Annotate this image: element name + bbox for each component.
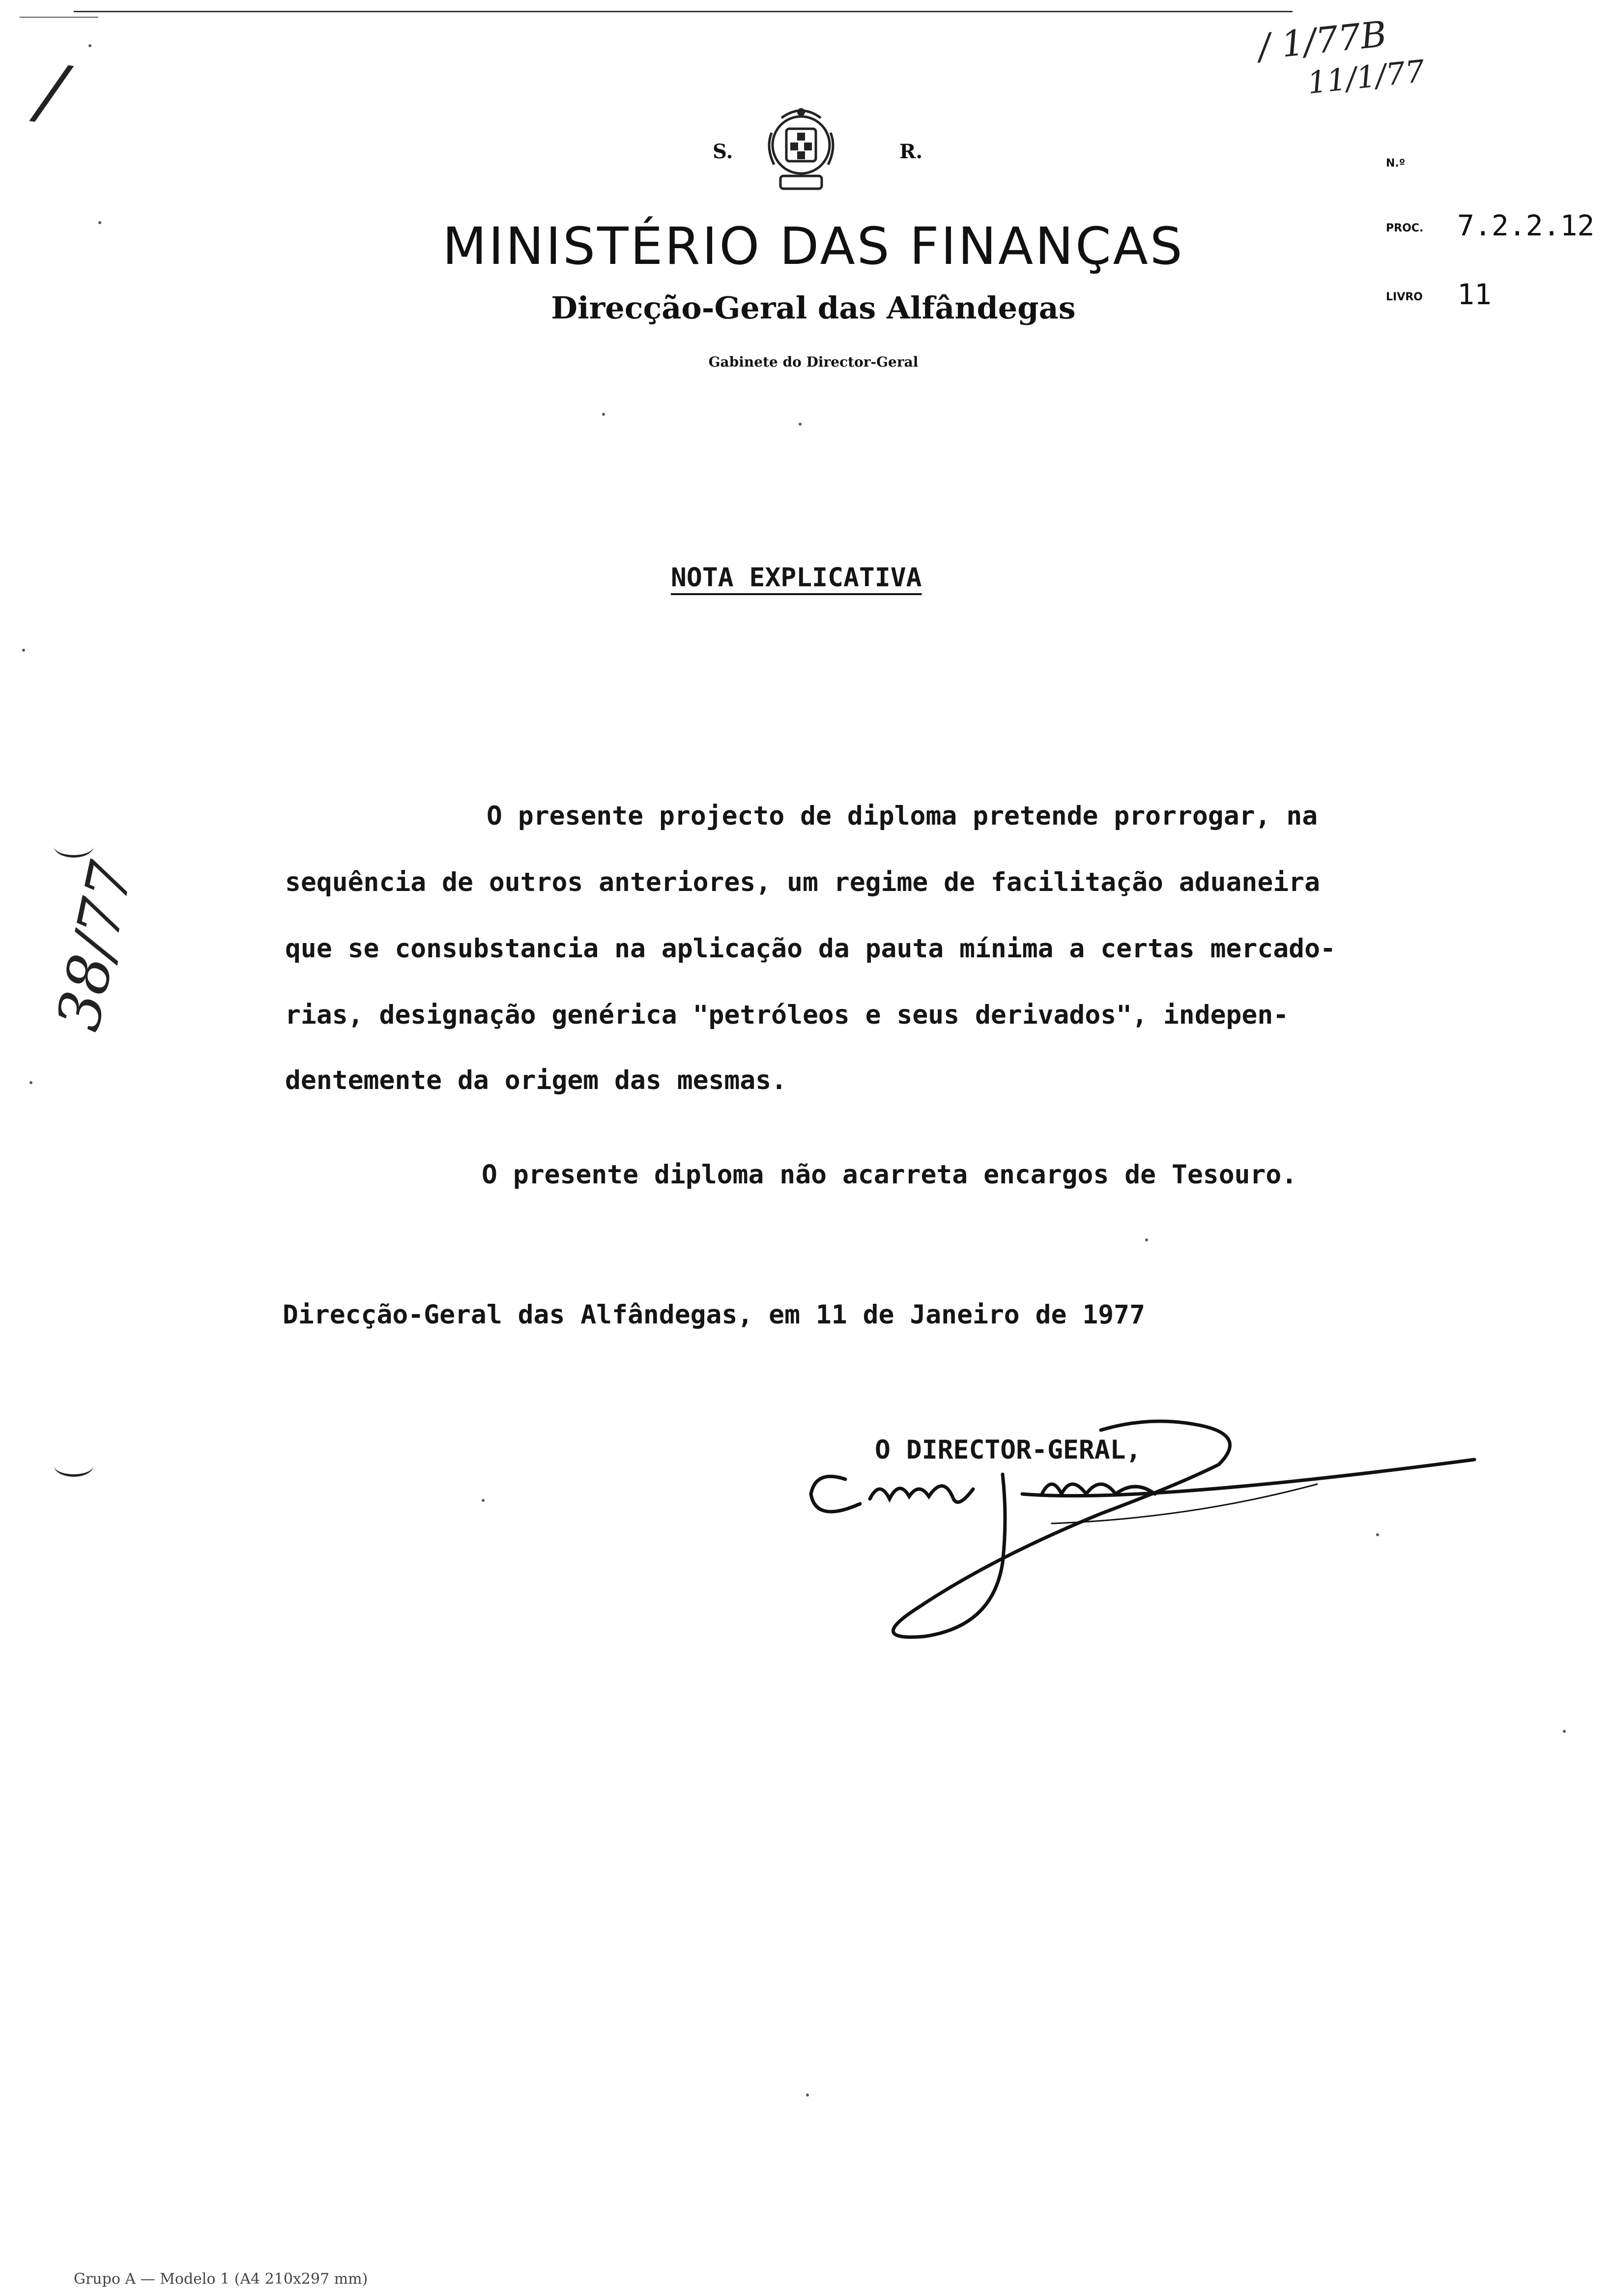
top-rule xyxy=(74,11,1293,12)
letterhead-s-label: S. xyxy=(713,140,733,163)
signatory-title: O DIRECTOR-GERAL, xyxy=(875,1435,1142,1465)
speck xyxy=(88,44,91,47)
directorate-name: Direcção-Geral das Alfândegas xyxy=(551,290,1076,326)
document-title: NOTA EXPLICATIVA xyxy=(671,563,922,593)
coat-of-arms-icon xyxy=(752,98,850,197)
speck xyxy=(806,2094,809,2096)
speck xyxy=(799,423,802,426)
place-date: Direcção-Geral das Alfândegas, em 11 de Janeiro de 1977 xyxy=(283,1300,1145,1330)
paragraph2: O presente diploma não acarreta encargos de Tesouro. xyxy=(482,1160,1297,1190)
cabinet-name: Gabinete do Director-Geral xyxy=(708,354,919,370)
speck xyxy=(29,1081,32,1084)
proc-value: 7.2.2.12 xyxy=(1457,209,1595,242)
livro-value: 11 xyxy=(1457,278,1492,311)
livro-label: LIVRO xyxy=(1386,291,1423,303)
paragraph1-line3: que se consubstancia na aplicação da pauta mínima a certas mercado- xyxy=(285,934,1336,964)
speck xyxy=(482,1499,485,1502)
speck xyxy=(602,413,605,416)
paragraph1-line5: dentemente da origem das mesmas. xyxy=(285,1065,787,1095)
handwritten-signature xyxy=(796,1396,1514,1671)
handwritten-reference: / 1/77B xyxy=(1256,13,1389,68)
punch-mark-upper xyxy=(54,835,93,858)
form-footer-note: Grupo A — Modelo 1 (A4 210x297 mm) xyxy=(74,2270,368,2288)
handwritten-mark-top-left: / xyxy=(33,48,70,136)
speck xyxy=(1563,1730,1566,1733)
number-label: N.º xyxy=(1386,157,1406,170)
speck xyxy=(22,649,25,652)
paragraph1-line2: sequência de outros anteriores, um regime de facilitação aduaneira xyxy=(285,867,1320,897)
speck xyxy=(1145,1238,1148,1241)
paragraph1-line4: rias, designação genérica "petróleos e seus derivados", indepen- xyxy=(285,1000,1289,1030)
top-rule-short xyxy=(20,17,98,18)
speck xyxy=(98,221,101,224)
paragraph1-line1: O presente projecto de diploma pretende prorrogar, na xyxy=(487,801,1318,831)
proc-label: PROC. xyxy=(1386,222,1424,234)
handwritten-date: 11/1/77 xyxy=(1305,53,1427,101)
letterhead-r-label: R. xyxy=(899,140,923,163)
speck xyxy=(1376,1533,1379,1536)
handwritten-margin-number: 38/77 xyxy=(44,856,146,1036)
punch-mark-lower xyxy=(54,1455,93,1477)
ministry-name: MINISTÉRIO DAS FINANÇAS xyxy=(442,216,1184,276)
